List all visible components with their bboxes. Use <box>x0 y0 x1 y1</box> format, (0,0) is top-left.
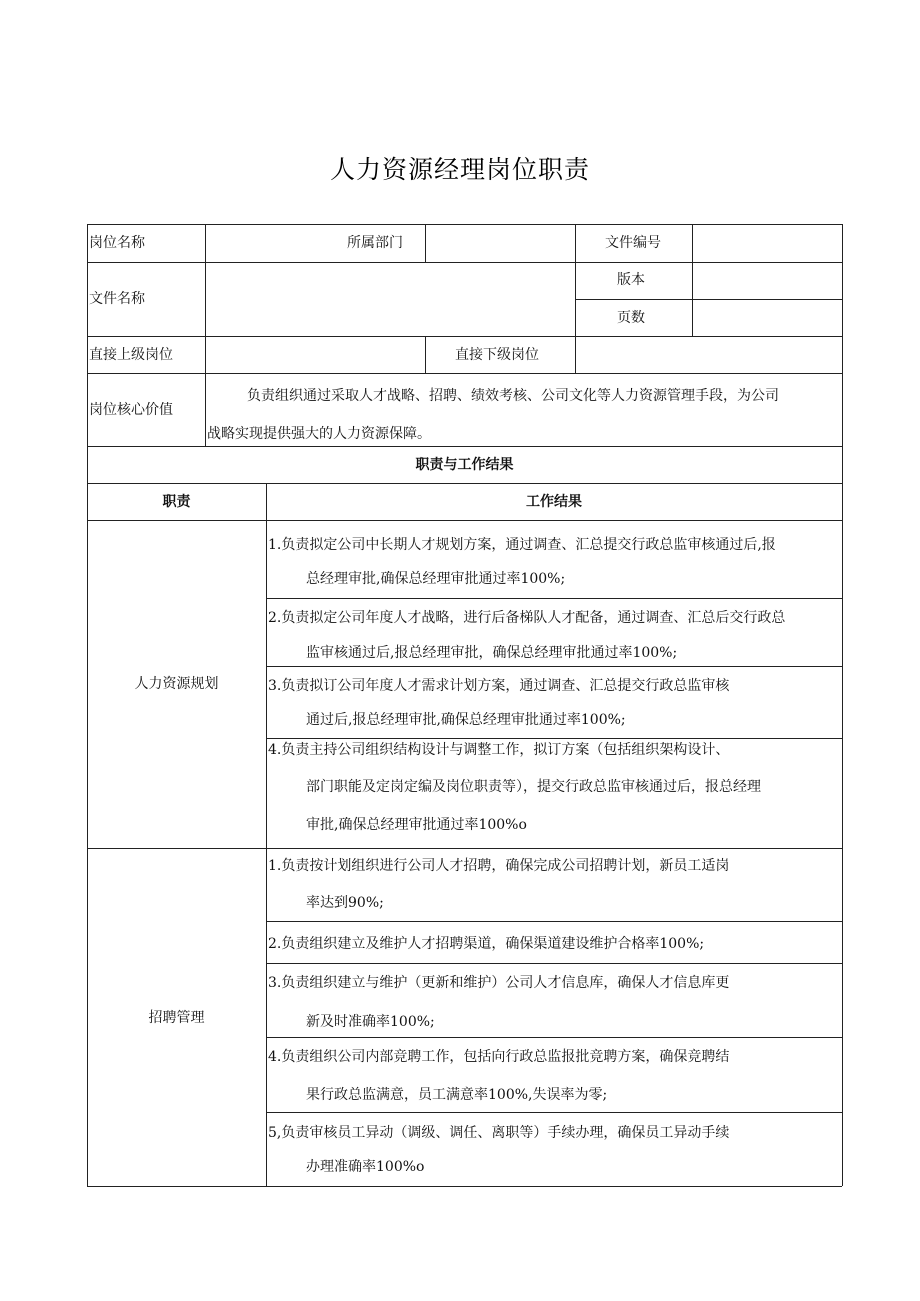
result-item-line: 4.负责主持公司组织结构设计与调整工作，拟订方案（包括组织架构设计、 <box>268 742 730 758</box>
duty-name: 人力资源规划 <box>134 676 219 692</box>
table-rule <box>575 299 842 300</box>
result-item-line: 5,负责审核员工异动（调级、调任、离职等）手续办理，确保员工异动手续 <box>268 1125 730 1141</box>
table-rule <box>266 1112 842 1113</box>
table-rule <box>425 224 426 262</box>
table-rule <box>266 483 267 1186</box>
result-column-header: 工作结果 <box>526 494 582 510</box>
table-rule <box>266 963 842 964</box>
result-item-line: 新及时准确率100%; <box>306 1014 435 1030</box>
dept-label: 所属部门 <box>347 235 403 251</box>
result-item-line: 审批,确保总经理审批通过率100%o <box>306 817 527 833</box>
table-rule <box>87 224 88 1186</box>
table-rule <box>87 1186 842 1187</box>
result-item-line: 2.负责拟定公司年度人才战略，进行后备梯队人才配备，通过调查、汇总后交行政总 <box>268 610 786 626</box>
table-rule <box>266 1037 842 1038</box>
result-item-line: 率达到90%; <box>306 895 384 911</box>
subordinate-label: 直接下级岗位 <box>455 347 539 363</box>
page-title: 人力资源经理岗位职责 <box>329 155 590 184</box>
table-rule <box>87 848 842 849</box>
table-rule <box>692 224 693 336</box>
result-item-line: 3.负责组织建立与维护（更新和维护）公司人才信息库，确保人才信息库更 <box>268 975 730 991</box>
section-title: 职责与工作结果 <box>415 457 514 473</box>
duty-name: 招聘管理 <box>148 1010 205 1026</box>
table-rule <box>266 921 842 922</box>
result-item-line: 通过后,报总经理审批,确保总经理审批通过率100%; <box>306 712 626 728</box>
file-name-label: 文件名称 <box>89 291 145 307</box>
core-value-text-line1: 负责组织通过采取人才战略、招聘、绩效考核、公司文化等人力资源管理手段，为公司 <box>247 388 779 404</box>
table-rule <box>87 483 842 484</box>
table-rule <box>87 224 842 225</box>
table-rule <box>87 520 842 521</box>
result-item-line: 总经理审批,确保总经理审批通过率100%; <box>306 571 566 587</box>
result-item-line: 4.负责组织公司内部竞聘工作，包括向行政总监报批竞聘方案，确保竞聘结 <box>268 1049 730 1065</box>
table-rule <box>87 262 842 263</box>
result-item-line: 部门职能及定岗定编及岗位职责等），提交行政总监审核通过后，报总经理 <box>306 779 761 795</box>
result-item-line: 1.负责拟定公司中长期人才规划方案，通过调查、汇总提交行政总监审核通过后,报 <box>268 537 776 553</box>
table-rule <box>87 373 842 374</box>
core-value-text-line2: 战略实现提供强大的人力资源保障。 <box>207 426 431 442</box>
result-item-line: 1.负责按计划组织进行公司人才招聘，确保完成公司招聘计划，新员工适岗 <box>268 858 730 874</box>
superior-label: 直接上级岗位 <box>89 347 173 363</box>
pages-label: 页数 <box>617 310 645 326</box>
table-rule <box>205 224 206 446</box>
result-item-line: 办理准确率100%o <box>306 1159 425 1175</box>
table-rule <box>266 666 842 667</box>
table-rule <box>87 336 842 337</box>
file-no-label: 文件编号 <box>605 235 661 251</box>
table-rule <box>842 224 843 1186</box>
table-rule <box>266 598 842 599</box>
result-item-line: 3.负责拟订公司年度人才需求计划方案，通过调查、汇总提交行政总监审核 <box>268 678 730 694</box>
result-item-line: 监审核通过后,报总经理审批，确保总经理审批通过率100%; <box>306 645 678 661</box>
table-rule <box>266 738 842 739</box>
core-value-label: 岗位核心价值 <box>89 402 173 418</box>
post-name-label: 岗位名称 <box>89 235 145 251</box>
table-rule <box>87 446 842 447</box>
result-item-line: 果行政总监满意，员工满意率100%,失误率为零; <box>306 1087 608 1103</box>
duty-column-header: 职责 <box>162 494 191 510</box>
version-label: 版本 <box>617 272 645 288</box>
result-item-line: 2.负责组织建立及维护人才招聘渠道，确保渠道建设维护合格率100%; <box>268 936 705 952</box>
table-rule <box>575 224 576 373</box>
table-rule <box>425 336 426 373</box>
